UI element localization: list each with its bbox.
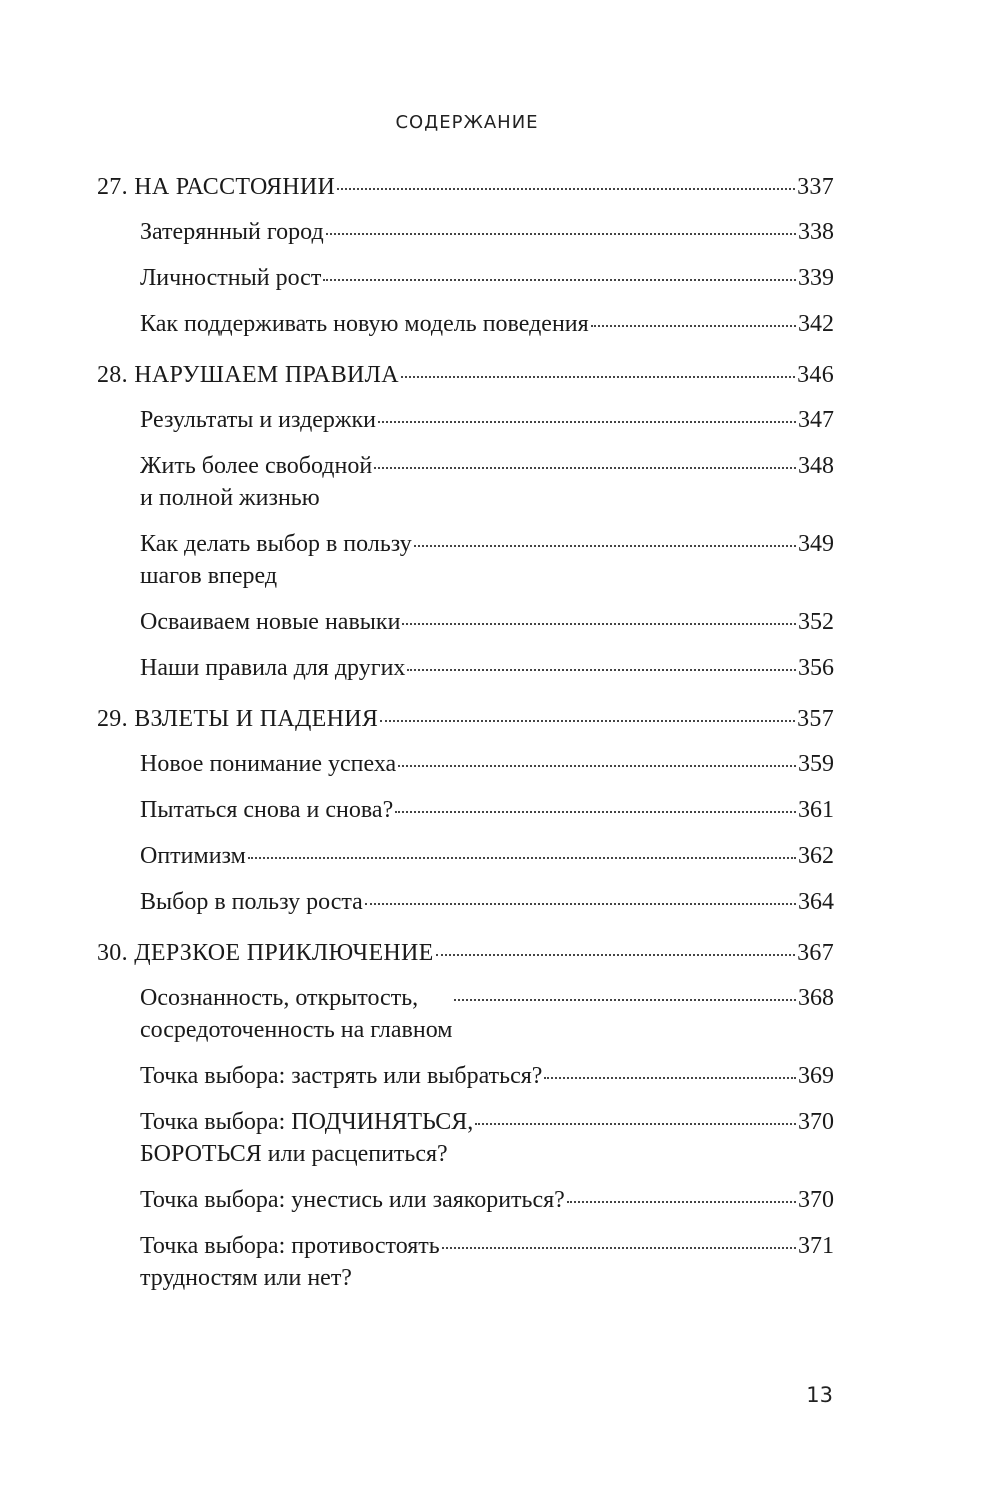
table-of-contents <box>97 171 834 1313</box>
dot-leader <box>454 999 796 1001</box>
section-title: Наши правила для других <box>140 655 406 681</box>
section-page-number: 342 <box>798 311 834 337</box>
section-entry[interactable] <box>97 982 834 1046</box>
page-number: 13 <box>806 1383 833 1407</box>
dot-leader <box>326 233 796 235</box>
section-page-number: 349 <box>798 531 834 557</box>
dot-leader <box>365 903 796 905</box>
section-entry[interactable] <box>97 1184 834 1216</box>
dot-leader <box>337 188 795 190</box>
section-title: Точка выбора: унестись или заякориться? <box>140 1187 565 1213</box>
section-page-number: 368 <box>798 985 834 1011</box>
dot-leader <box>398 765 796 767</box>
section-entry[interactable] <box>97 308 834 340</box>
dot-leader <box>402 623 796 625</box>
section-title: Точка выбора: ПОДЧИНЯТЬСЯ, БОРОТЬСЯ или расцепиться? <box>140 1109 474 1167</box>
section-entry[interactable] <box>97 404 834 436</box>
dot-leader <box>374 467 796 469</box>
toc-chapter <box>97 359 834 684</box>
section-page-number: 362 <box>798 843 834 869</box>
dot-leader <box>436 954 795 956</box>
dot-leader <box>401 376 795 378</box>
section-title: Выбор в пользу роста <box>140 889 363 915</box>
section-entry[interactable] <box>97 450 834 514</box>
chapter-title: 29. ВЗЛЕТЫ И ПАДЕНИЯ <box>97 706 379 732</box>
section-page-number: 348 <box>798 453 834 479</box>
section-title: Новое понимание успеха <box>140 751 397 777</box>
section-entry[interactable] <box>97 840 834 872</box>
toc-chapter <box>97 171 834 340</box>
chapter-entry[interactable] <box>97 937 834 969</box>
section-title: Как делать выбор в пользу шагов вперед <box>140 531 412 589</box>
section-entry[interactable] <box>97 1106 834 1170</box>
section-entry[interactable] <box>97 886 834 918</box>
dot-leader <box>442 1247 796 1249</box>
running-head: СОДЕРЖАНИЕ <box>395 112 539 133</box>
chapter-page-number: 367 <box>797 940 834 966</box>
dot-leader <box>380 720 795 722</box>
section-entry[interactable] <box>97 528 834 592</box>
dot-leader <box>248 857 796 859</box>
section-page-number: 371 <box>798 1233 834 1259</box>
chapter-entry[interactable] <box>97 703 834 735</box>
chapter-entry[interactable] <box>97 171 834 203</box>
section-entry[interactable] <box>97 216 834 248</box>
section-title: Затерянный город <box>140 219 324 245</box>
section-page-number: 359 <box>798 751 834 777</box>
section-title: Оптимизм <box>140 843 246 869</box>
section-entry[interactable] <box>97 652 834 684</box>
section-page-number: 356 <box>798 655 834 681</box>
dot-leader <box>414 545 796 547</box>
chapter-entry[interactable] <box>97 359 834 391</box>
section-page-number: 338 <box>798 219 834 245</box>
section-page-number: 370 <box>798 1109 834 1135</box>
section-title: Личностный рост <box>140 265 322 291</box>
dot-leader <box>323 279 796 281</box>
dot-leader <box>378 421 796 423</box>
dot-leader <box>407 669 796 671</box>
section-title: Пытаться снова и снова? <box>140 797 394 823</box>
section-title: Точка выбора: противостоять трудностям или нет? <box>140 1233 440 1291</box>
section-page-number: 364 <box>798 889 834 915</box>
section-title: Как поддерживать новую модель поведения <box>140 311 589 337</box>
toc-chapter <box>97 703 834 918</box>
section-entry[interactable] <box>97 606 834 638</box>
section-page-number: 339 <box>798 265 834 291</box>
chapter-title: 28. НАРУШАЕМ ПРАВИЛА <box>97 362 399 388</box>
section-title: Осваиваем новые навыки <box>140 609 401 635</box>
section-entry[interactable] <box>97 1230 834 1294</box>
dot-leader <box>475 1123 796 1125</box>
section-page-number: 347 <box>798 407 834 433</box>
section-title: Жить более свободной и полной жизнью <box>140 453 373 511</box>
dot-leader <box>395 811 796 813</box>
section-title: Результаты и издержки <box>140 407 377 433</box>
section-page-number: 370 <box>798 1187 834 1213</box>
section-page-number: 361 <box>798 797 834 823</box>
dot-leader <box>591 325 796 327</box>
section-page-number: 369 <box>798 1063 834 1089</box>
chapter-title: 27. НА РАССТОЯНИИ <box>97 174 336 200</box>
chapter-title: 30. ДЕРЗКОЕ ПРИКЛЮЧЕНИЕ <box>97 940 434 966</box>
section-title: Точка выбора: застрять или выбраться? <box>140 1063 543 1089</box>
section-entry[interactable] <box>97 794 834 826</box>
section-title: Осознанность, открытость, сосредоточенность на главном <box>140 985 453 1043</box>
dot-leader <box>544 1077 796 1079</box>
section-page-number: 352 <box>798 609 834 635</box>
section-entry[interactable] <box>97 1060 834 1092</box>
chapter-page-number: 357 <box>797 706 834 732</box>
section-entry[interactable] <box>97 262 834 294</box>
chapter-page-number: 346 <box>797 362 834 388</box>
toc-chapter <box>97 937 834 1294</box>
section-entry[interactable] <box>97 748 834 780</box>
chapter-page-number: 337 <box>797 174 834 200</box>
dot-leader <box>567 1201 796 1203</box>
